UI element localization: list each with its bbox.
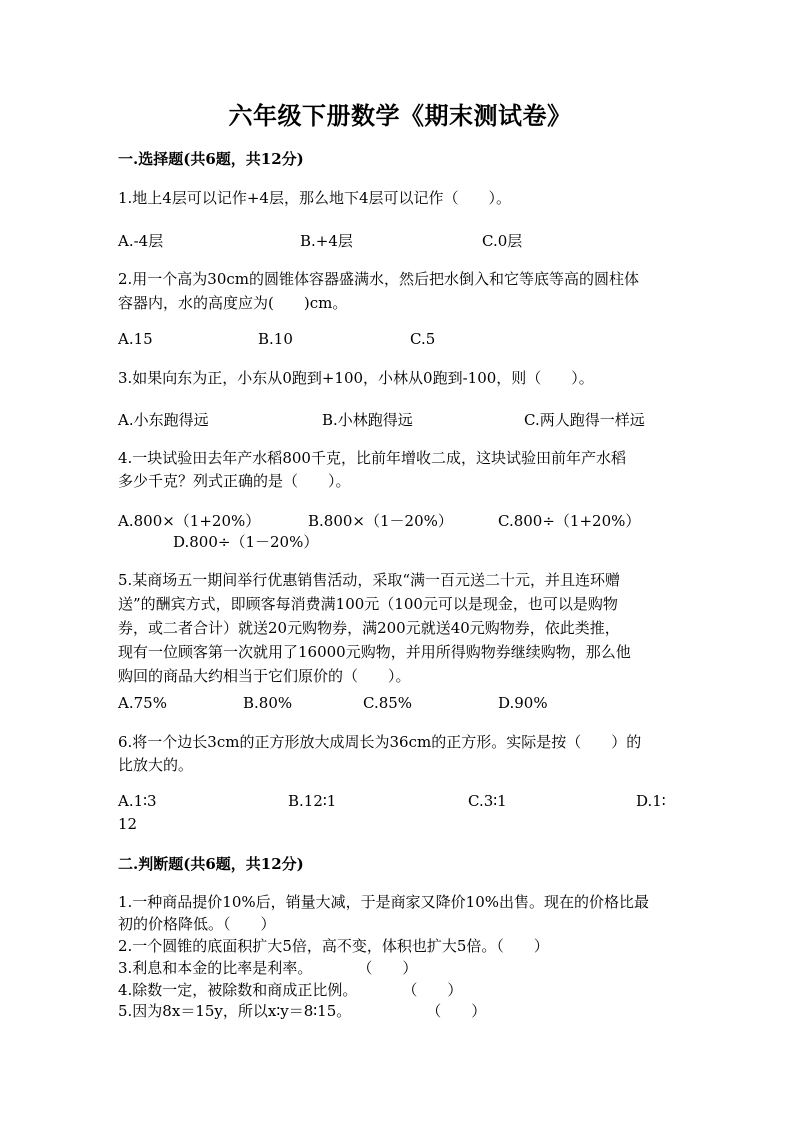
question-5-stem-line2: 送”的酬宾方式，即顾客每消费满100元（100元可以是现金，也可以是购物 (118, 595, 618, 613)
q2-option-c: C.5 (410, 330, 436, 348)
question-5-stem-line3: 券，或二者合计）就送20元购物券，满200元就送40元购物券，依此类推， (118, 619, 620, 637)
judge-5: 5.因为8x＝15y，所以x∶y＝8∶15。 （ ） (118, 1002, 487, 1020)
q6-option-a: A.1∶3 (118, 792, 157, 810)
judge-1-line1: 1.一种商品提价10%后，销量大减，于是商家又降价10%出售。现在的价格比最 (118, 893, 649, 911)
question-4-stem-line2: 多少千克？列式正确的是（ ）。 (118, 472, 351, 490)
q6-option-d: D.1∶ (636, 792, 666, 810)
question-1-stem: 1.地上4层可以记作+4层，那么地下4层可以记作（ ）。 (118, 189, 512, 207)
q4-option-a: A.800×（1+20%） (118, 512, 261, 530)
q5-option-b: B.80% (243, 694, 293, 712)
q4-option-c: C.800÷（1+20%） (498, 512, 641, 530)
q4-option-d: D.800÷（1－20%） (173, 533, 319, 551)
q2-option-b: B.10 (258, 330, 293, 348)
q6-option-d-wrap: 12 (118, 815, 138, 833)
q6-option-c: C.3∶1 (468, 792, 507, 810)
question-4-stem-line1: 4.一块试验田去年产水稻800千克，比前年增收二成，这块试验田前年产水稻 (118, 449, 626, 467)
q2-option-a: A.15 (118, 330, 153, 348)
q6-option-b: B.12∶1 (288, 792, 337, 810)
question-5-stem-line4: 现有一位顾客第一次就用了16000元购物，并用所得购物券继续购物，那么他 (118, 643, 631, 661)
q3-option-a: A.小东跑得远 (118, 411, 209, 429)
question-5-stem-line1: 5.某商场五一期间举行优惠销售活动，采取“满一百元送二十元，并且连环赠 (118, 571, 620, 589)
q1-option-c: C.0层 (482, 232, 523, 250)
question-2-stem-line1: 2.用一个高为30cm的圆锥体容器盛满水，然后把水倒入和它等底等高的圆柱体 (118, 270, 640, 288)
q1-option-b: B.+4层 (300, 232, 353, 250)
question-2-stem-line2: 容器内，水的高度应为( )cm。 (118, 294, 348, 312)
section-heading-choice: 一.选择题(共6题，共12分) (118, 150, 304, 168)
judge-3: 3.利息和本金的比率是利率。 （ ） (118, 959, 418, 977)
q4-option-b: B.800×（1－20%） (308, 512, 453, 530)
question-6-stem-line2: 比放大的。 (118, 756, 194, 774)
q5-option-a: A.75% (118, 694, 167, 712)
judge-2: 2.一个圆锥的底面积扩大5倍，高不变，体积也扩大5倍。（ ） (118, 937, 549, 955)
q3-option-c: C.两人跑得一样远 (524, 411, 645, 429)
q5-option-c: C.85% (363, 694, 413, 712)
q3-option-b: B.小林跑得远 (322, 411, 413, 429)
q1-option-a: A.-4层 (118, 232, 164, 250)
section-heading-judge: 二.判断题(共6题，共12分) (118, 855, 304, 873)
page-title: 六年级下册数学《期末测试卷》 (228, 101, 572, 130)
q5-option-d: D.90% (498, 694, 548, 712)
question-6-stem-line1: 6.将一个边长3cm的正方形放大成周长为36cm的正方形。实际是按（ ）的 (118, 733, 642, 751)
question-5-stem-line5: 购回的商品大约相当于它们原价的（ ）。 (118, 667, 411, 685)
judge-4: 4.除数一定，被除数和商成正比例。 （ ） (118, 981, 463, 999)
question-3-stem: 3.如果向东为正，小东从0跑到+100，小林从0跑到-100，则（ ）。 (118, 369, 594, 387)
judge-1-line2: 初的价格降低。（ ） (118, 915, 276, 933)
